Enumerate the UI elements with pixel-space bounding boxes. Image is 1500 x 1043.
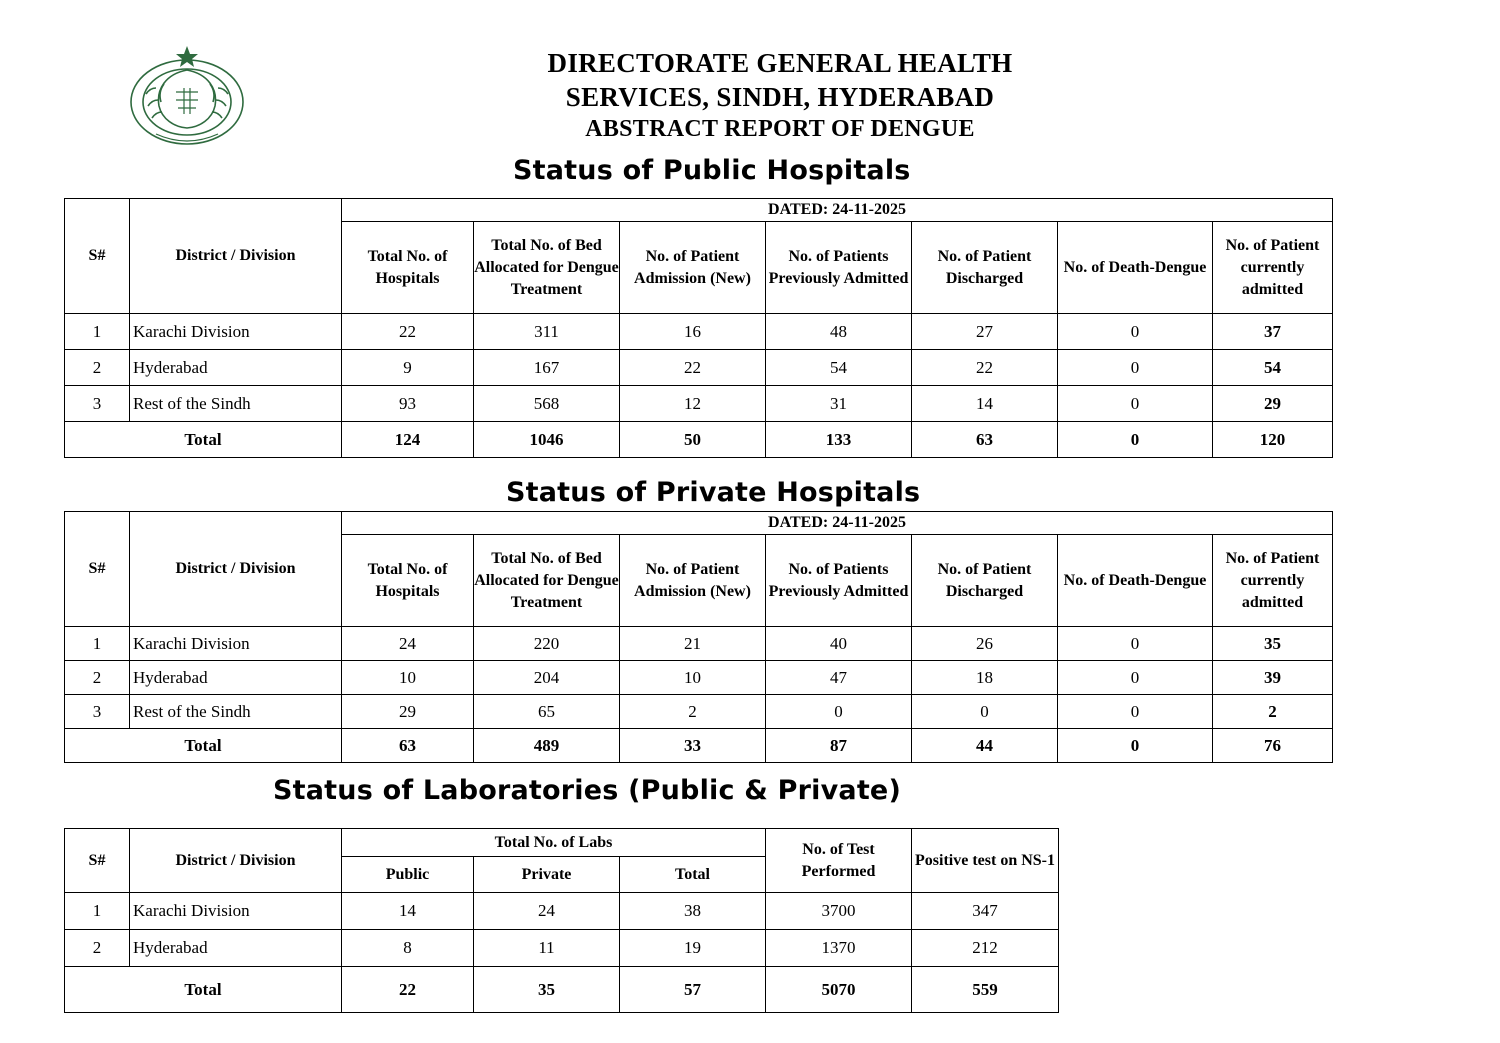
cell-district: Rest of the Sindh	[130, 386, 342, 422]
cell-previous: 54	[766, 350, 912, 386]
cell-total-label: Total	[65, 729, 342, 763]
cell-previous: 48	[766, 314, 912, 350]
cell-death: 0	[1058, 314, 1213, 350]
cell-admission: 12	[620, 386, 766, 422]
cell-discharged: 22	[912, 350, 1058, 386]
cell-hospitals: 24	[342, 627, 474, 661]
cell-discharged: 27	[912, 314, 1058, 350]
cell-sn: 2	[65, 661, 130, 695]
cell-death: 0	[1058, 695, 1213, 729]
header-current: No. of Patient currently admitted	[1213, 222, 1333, 314]
cell-hospitals: 124	[342, 422, 474, 458]
private-hospitals-title: Status of Private Hospitals	[506, 477, 921, 508]
header-total-labs: Total No. of Labs	[342, 829, 766, 857]
header-hospitals: Total No. of Hospitals	[342, 222, 474, 314]
cell-district: Karachi Division	[130, 627, 342, 661]
cell-admission: 21	[620, 627, 766, 661]
header-sn: S#	[65, 512, 130, 627]
header-private: Private	[474, 857, 620, 893]
cell-district: Rest of the Sindh	[130, 695, 342, 729]
cell-hospitals: 10	[342, 661, 474, 695]
cell-sn: 1	[65, 314, 130, 350]
cell-discharged: 0	[912, 695, 1058, 729]
cell-discharged: 63	[912, 422, 1058, 458]
cell-district: Karachi Division	[130, 314, 342, 350]
cell-tests: 1370	[766, 930, 912, 967]
report-header-line2: SERVICES, SINDH, HYDERABAD	[565, 82, 995, 112]
cell-beds: 1046	[474, 422, 620, 458]
cell-death: 0	[1058, 661, 1213, 695]
cell-hospitals: 93	[342, 386, 474, 422]
cell-total: 19	[620, 930, 766, 967]
cell-private: 11	[474, 930, 620, 967]
header-beds: Total No. of Bed Allocated for Dengue Treatment	[474, 222, 620, 314]
cell-admission: 2	[620, 695, 766, 729]
cell-district: Hyderabad	[130, 930, 342, 967]
cell-tests: 3700	[766, 893, 912, 930]
public-hospitals-table	[64, 198, 1333, 458]
cell-death: 0	[1058, 729, 1213, 763]
table-row	[65, 930, 1059, 967]
cell-discharged: 26	[912, 627, 1058, 661]
cell-beds: 65	[474, 695, 620, 729]
cell-beds: 311	[474, 314, 620, 350]
cell-previous: 40	[766, 627, 912, 661]
table-row	[65, 314, 1333, 350]
total-row	[65, 967, 1059, 1013]
cell-admission: 50	[620, 422, 766, 458]
private-hospitals-table	[64, 511, 1333, 763]
header-previous: No. of Patients Previously Admitted	[766, 222, 912, 314]
cell-death: 0	[1058, 627, 1213, 661]
total-row	[65, 729, 1333, 763]
header-district: District / Division	[130, 512, 342, 627]
cell-current: 2	[1213, 695, 1333, 729]
cell-sn: 2	[65, 350, 130, 386]
header-current: No. of Patient currently admitted	[1213, 535, 1333, 627]
table-row	[65, 695, 1333, 729]
cell-beds: 568	[474, 386, 620, 422]
cell-positive: 212	[912, 930, 1059, 967]
cell-admission: 33	[620, 729, 766, 763]
cell-previous: 31	[766, 386, 912, 422]
header-hospitals: Total No. of Hospitals	[342, 535, 474, 627]
report-header-line3: ABSTRACT REPORT OF DENGUE	[585, 116, 975, 142]
cell-current: 54	[1213, 350, 1333, 386]
cell-current: 29	[1213, 386, 1333, 422]
cell-previous: 87	[766, 729, 912, 763]
header-public: Public	[342, 857, 474, 893]
header-total: Total	[620, 857, 766, 893]
laboratories-title: Status of Laboratories (Public & Private)	[273, 775, 901, 806]
header-beds: Total No. of Bed Allocated for Dengue Treatment	[474, 535, 620, 627]
header-sn: S#	[65, 199, 130, 314]
table-row	[65, 350, 1333, 386]
cell-beds: 204	[474, 661, 620, 695]
header-discharged: No. of Patient Discharged	[912, 535, 1058, 627]
cell-current: 120	[1213, 422, 1333, 458]
cell-hospitals: 9	[342, 350, 474, 386]
cell-private: 35	[474, 967, 620, 1013]
cell-total: 38	[620, 893, 766, 930]
total-row	[65, 422, 1333, 458]
table-row	[65, 386, 1333, 422]
cell-private: 24	[474, 893, 620, 930]
report-header-line1: DIRECTORATE GENERAL HEALTH	[547, 48, 1013, 78]
cell-beds: 167	[474, 350, 620, 386]
header-admission: No. of Patient Admission (New)	[620, 535, 766, 627]
cell-current: 35	[1213, 627, 1333, 661]
cell-beds: 220	[474, 627, 620, 661]
cell-death: 0	[1058, 386, 1213, 422]
government-emblem-logo	[126, 44, 248, 148]
header-sn: S#	[65, 829, 130, 893]
header-positive: Positive test on NS-1	[912, 829, 1059, 893]
header-previous: No. of Patients Previously Admitted	[766, 535, 912, 627]
cell-discharged: 44	[912, 729, 1058, 763]
cell-public: 8	[342, 930, 474, 967]
cell-positive: 347	[912, 893, 1059, 930]
cell-current: 76	[1213, 729, 1333, 763]
cell-death: 0	[1058, 422, 1213, 458]
cell-sn: 2	[65, 930, 130, 967]
header-district: District / Division	[130, 199, 342, 314]
cell-beds: 489	[474, 729, 620, 763]
header-tests: No. of Test Performed	[766, 829, 912, 893]
cell-death: 0	[1058, 350, 1213, 386]
cell-hospitals: 63	[342, 729, 474, 763]
cell-hospitals: 22	[342, 314, 474, 350]
cell-admission: 16	[620, 314, 766, 350]
cell-positive: 559	[912, 967, 1059, 1013]
cell-current: 37	[1213, 314, 1333, 350]
cell-sn: 1	[65, 893, 130, 930]
cell-sn: 3	[65, 386, 130, 422]
cell-previous: 133	[766, 422, 912, 458]
header-death: No. of Death-Dengue	[1058, 535, 1213, 627]
cell-sn: 3	[65, 695, 130, 729]
dated-label: DATED: 24-11-2025	[342, 199, 1333, 222]
cell-sn: 1	[65, 627, 130, 661]
cell-tests: 5070	[766, 967, 912, 1013]
cell-admission: 22	[620, 350, 766, 386]
cell-hospitals: 29	[342, 695, 474, 729]
cell-current: 39	[1213, 661, 1333, 695]
cell-previous: 0	[766, 695, 912, 729]
cell-previous: 47	[766, 661, 912, 695]
cell-admission: 10	[620, 661, 766, 695]
header-admission: No. of Patient Admission (New)	[620, 222, 766, 314]
cell-total-label: Total	[65, 422, 342, 458]
laboratories-table	[64, 828, 1059, 1013]
header-death: No. of Death-Dengue	[1058, 222, 1213, 314]
table-row	[65, 661, 1333, 695]
table-row	[65, 893, 1059, 930]
table-row	[65, 627, 1333, 661]
cell-district: Hyderabad	[130, 661, 342, 695]
cell-district: Hyderabad	[130, 350, 342, 386]
cell-public: 14	[342, 893, 474, 930]
header-discharged: No. of Patient Discharged	[912, 222, 1058, 314]
cell-discharged: 18	[912, 661, 1058, 695]
cell-district: Karachi Division	[130, 893, 342, 930]
header-district: District / Division	[130, 829, 342, 893]
dated-label: DATED: 24-11-2025	[342, 512, 1333, 535]
cell-discharged: 14	[912, 386, 1058, 422]
cell-total: 57	[620, 967, 766, 1013]
cell-total-label: Total	[65, 967, 342, 1013]
cell-public: 22	[342, 967, 474, 1013]
public-hospitals-title: Status of Public Hospitals	[513, 155, 911, 186]
